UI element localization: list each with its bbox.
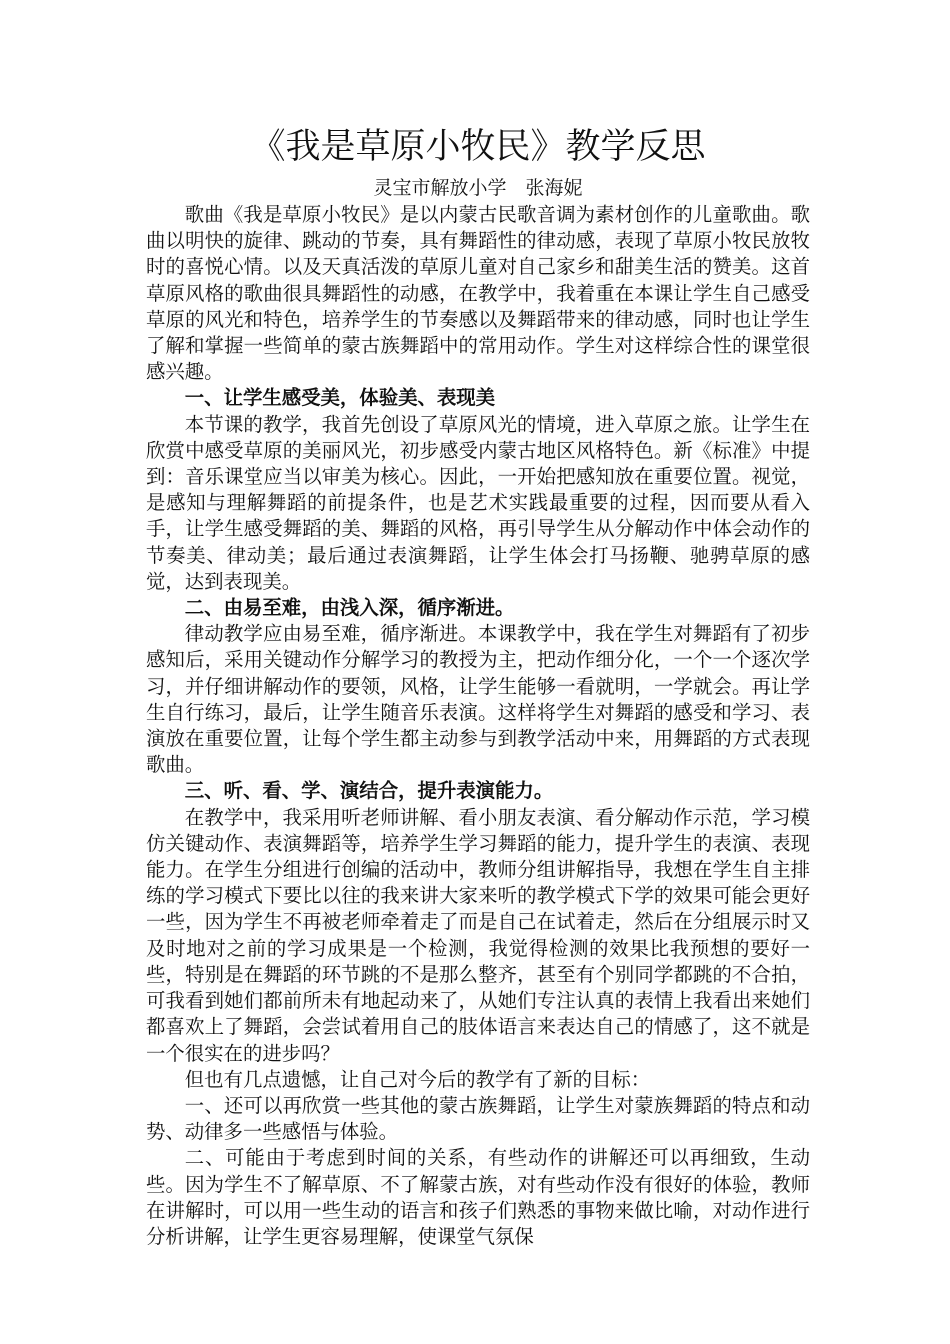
section2-paragraph: 律动教学应由易至难，循序渐进。本课教学中，我在学生对舞蹈有了初步感知后，采用关键动作分解学习的教授为主，把动作细分化，一个一个逐次学习，并仔细讲解动作的要领，风格，让学生能够一看就明，一学就会。再让学生自行练习，最后，让学生随音乐表演。这样将学生对舞蹈的感受和学习、表演放在重要位置，让每个学生都主动参与到教学活动中来，用舞蹈的方式表现歌曲。 (146, 622, 810, 777)
document-title: 《我是草原小牧民》教学反思 (250, 127, 706, 167)
document-page (146, 122, 810, 1250)
intro-paragraph: 歌曲《我是草原小牧民》是以内蒙古民歌音调为素材创作的儿童歌曲。歌曲以明快的旋律、跳动的节奏，具有舞蹈性的律动感，表现了草原小牧民放牧时的喜悦心情。以及天真活泼的草原儿童对自己家乡和甜美生活的赞美。这首草原风格的歌曲很具舞蹈性的动感，在教学中，我着重在本课让学生自己感受草原的风光和特色，培养学生的节奏感以及舞蹈带来的律动感，同时也让学生了解和掌握一些简单的蒙古族舞蹈中的常用动作。学生对这样综合性的课堂很感兴趣。 (146, 203, 810, 384)
regret2-paragraph: 二、可能由于考虑到时间的关系，有些动作的讲解还可以再细致，生动些。因为学生不了解草原、不了解蒙古族，对有些动作没有很好的体验，教师在讲解时，可以用一些生动的语言和孩子们熟悉的事物来做比喻，对动作进行分析讲解，让学生更容易理解，使课堂气氛保 (146, 1146, 810, 1248)
section1-heading: 一、让学生感受美，体验美、表现美 (184, 386, 496, 410)
section2-heading: 二、由易至难，由浅入深，循序渐进。 (184, 596, 515, 620)
author-line: 灵宝市解放小学 张海妮 (373, 177, 583, 199)
section3-paragraph: 在教学中，我采用听老师讲解、看小朋友表演、看分解动作示范，学习模仿关键动作、表演舞蹈等，培养学生学习舞蹈的能力，提升学生的表演、表现能力。在学生分组进行创编的活动中，教师分组讲解指导，我想在学生自主排练的学习模式下要比以往的我来讲大家来听的教学模式下学的效果可能会更好一些，因为学生不再被老师牵着走了而是自己在试着走，然后在分组展示时又及时地对之前的学习成果是一个检测，我觉得检测的效果比我预想的要好一些，特别是在舞蹈的环节跳的不是那么整齐，甚至有个别同学都跳的不合拍，可我看到她们都前所未有地起动来了，从她们专注认真的表情上我看出来她们都喜欢上了舞蹈，会尝试着用自己的肢体语言来表达自己的情感了，这不就是一个很实在的进步吗？ (146, 805, 810, 1065)
section1-paragraph: 本节课的教学，我首先创设了草原风光的情境，进入草原之旅。让学生在欣赏中感受草原的美丽风光，初步感受内蒙古地区风格特色。新《标准》中提到：音乐课堂应当以审美为核心。因此，一开始把感知放在重要位置。视觉，是感知与理解舞蹈的前提条件，也是艺术实践最重要的过程，因而要从看入手，让学生感受舞蹈的美、舞蹈的风格，再引导学生从分解动作中体会动作的节奏美、律动美；最后通过表演舞蹈，让学生体会打马扬鞭、驰骋草原的感觉，达到表现美。 (146, 412, 810, 593)
regret-intro-paragraph: 但也有几点遗憾，让自己对今后的教学有了新的目标： (184, 1067, 651, 1091)
section3-heading: 三、听、看、学、演结合，提升表演能力。 (184, 779, 554, 803)
regret1-paragraph: 一、还可以再欣赏一些其他的蒙古族舞蹈，让学生对蒙族舞蹈的特点和动势、动律多一些感悟与体验。 (146, 1093, 810, 1144)
